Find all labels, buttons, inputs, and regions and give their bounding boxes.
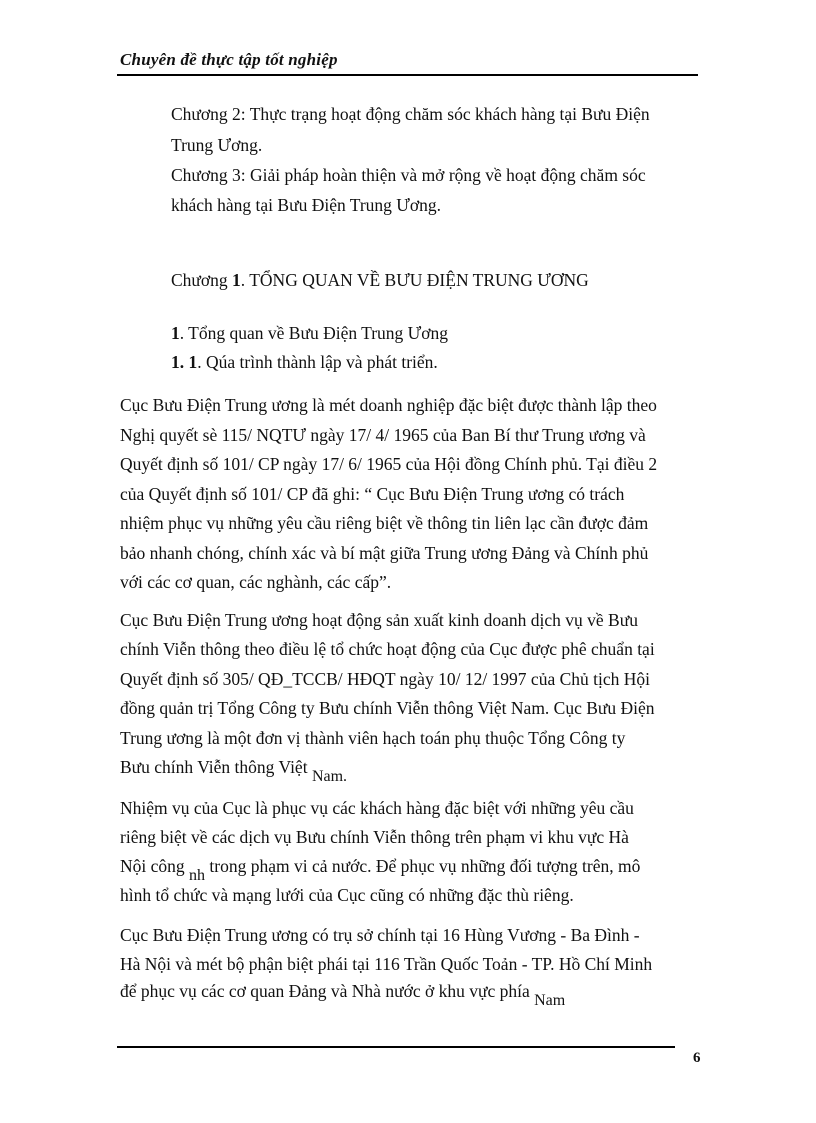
page-number: 6 [693,1050,701,1066]
chapter-title: . TỔNG QUAN VỀ BƯU ĐIỆN TRUNG ƯƠNG [240,270,589,290]
paragraph-line [120,980,566,1009]
subsection-heading [171,351,438,373]
chapter-prefix: Chương [171,270,233,290]
outline-line: khách hàng tại Bưu Điện Trung Ương. [171,195,442,215]
chapter-number: 1 [232,270,241,290]
section-title: . Tổng quan về Bưu Điện Trung Ương [179,323,449,343]
paragraph-text: Nội công [120,856,190,876]
paragraph-line: Quyết định số 101/ CP ngày 17/ 6/ 1965 của Hội đồng Chính phủ. Tại điều 2 [120,454,658,474]
paragraph-subscript-text: nh [189,867,206,884]
paragraph-line: với các cơ quan, các nghành, các cấp”. [120,572,392,592]
subsection-title: . Qúa trình thành lập và phát triển. [197,352,438,372]
paragraph-line: Nghị quyết sè 115/ NQTƯ ngày 17/ 4/ 1965 của Ban Bí thư Trung ương và [120,425,646,445]
paragraph-subscript-text: Nam [534,992,566,1009]
outline-line: Trung Ương. [171,135,263,155]
paragraph-text: trong phạm vi cả nước. Để phục vụ những đối tượng trên, mô [205,856,641,876]
paragraph-line: Cục Bưu Điện Trung ương hoạt động sản xuất kinh doanh dịch vụ về Bưu [120,610,638,630]
header-rule [117,74,698,76]
section-number: 1 [171,323,180,343]
paragraph-line: của Quyết định số 101/ CP đã ghi: “ Cục Bưu Điện Trung ương có trách [120,484,625,504]
paragraph-line: Cục Bưu Điện Trung ương là mét doanh nghiệp đặc biệt được thành lập theo [120,395,657,415]
paragraph-line: đồng quản trị Tổng Công ty Bưu chính Viễn thông Việt Nam. Cục Bưu Điện [120,698,655,718]
footer-rule [117,1046,675,1048]
section-heading [171,322,448,344]
paragraph-line: Trung ương là một đơn vị thành viên hạch toán phụ thuộc Tổng Công ty [120,728,626,748]
paragraph-line: hình tổ chức và mạng lưới của Cục cũng có những đặc thù riêng. [120,885,574,905]
outline-line: Chương 3: Giải pháp hoàn thiện và mở rộng về hoạt động chăm sóc [171,165,646,185]
header-title: Chuyên đề thực tập tốt nghiệp [120,50,338,69]
outline-line: Chương 2: Thực trạng hoạt động chăm sóc khách hàng tại Bưu Điện [171,104,650,124]
paragraph-line: Cục Bưu Điện Trung ương có trụ sở chính tại 16 Hùng Vương - Ba Đình - [120,925,640,945]
paragraph-line: Hà Nội và mét bộ phận biệt phái tại 116 Trần Quốc Toản - TP. Hồ Chí Minh [120,954,653,974]
paragraph-text: Bưu chính Viễn thông Việt [120,757,312,777]
paragraph-line: chính Viễn thông theo điều lệ tổ chức hoạt động của Cục được phê chuẩn tại [120,639,655,659]
paragraph-line [120,756,348,785]
paragraph-line: nhiệm phục vụ những yêu cầu riêng biệt về thông tin liên lạc cần được đảm [120,513,649,533]
subsection-number: 1. 1 [171,352,198,372]
paragraph-line: riêng biệt về các dịch vụ Bưu chính Viễn thông trên phạm vi khu vực Hà [120,827,629,847]
paragraph-text: để phục vụ các cơ quan Đảng và Nhà nước ở khu vực phía [120,981,535,1001]
chapter-heading [171,270,589,291]
paragraph-line: Nhiệm vụ của Cục là phục vụ các khách hàng đặc biệt với những yêu cầu [120,798,634,818]
paragraph-subscript-text: Nam. [311,768,348,785]
paragraph-line [120,855,641,884]
paragraph-line: bảo nhanh chóng, chính xác và bí mật giữa Trung ương Đảng và Chính phủ [120,543,649,563]
paragraph-line: Quyết định số 305/ QĐ_TCCB/ HĐQT ngày 10/ 12/ 1997 của Chủ tịch Hội [120,669,650,689]
